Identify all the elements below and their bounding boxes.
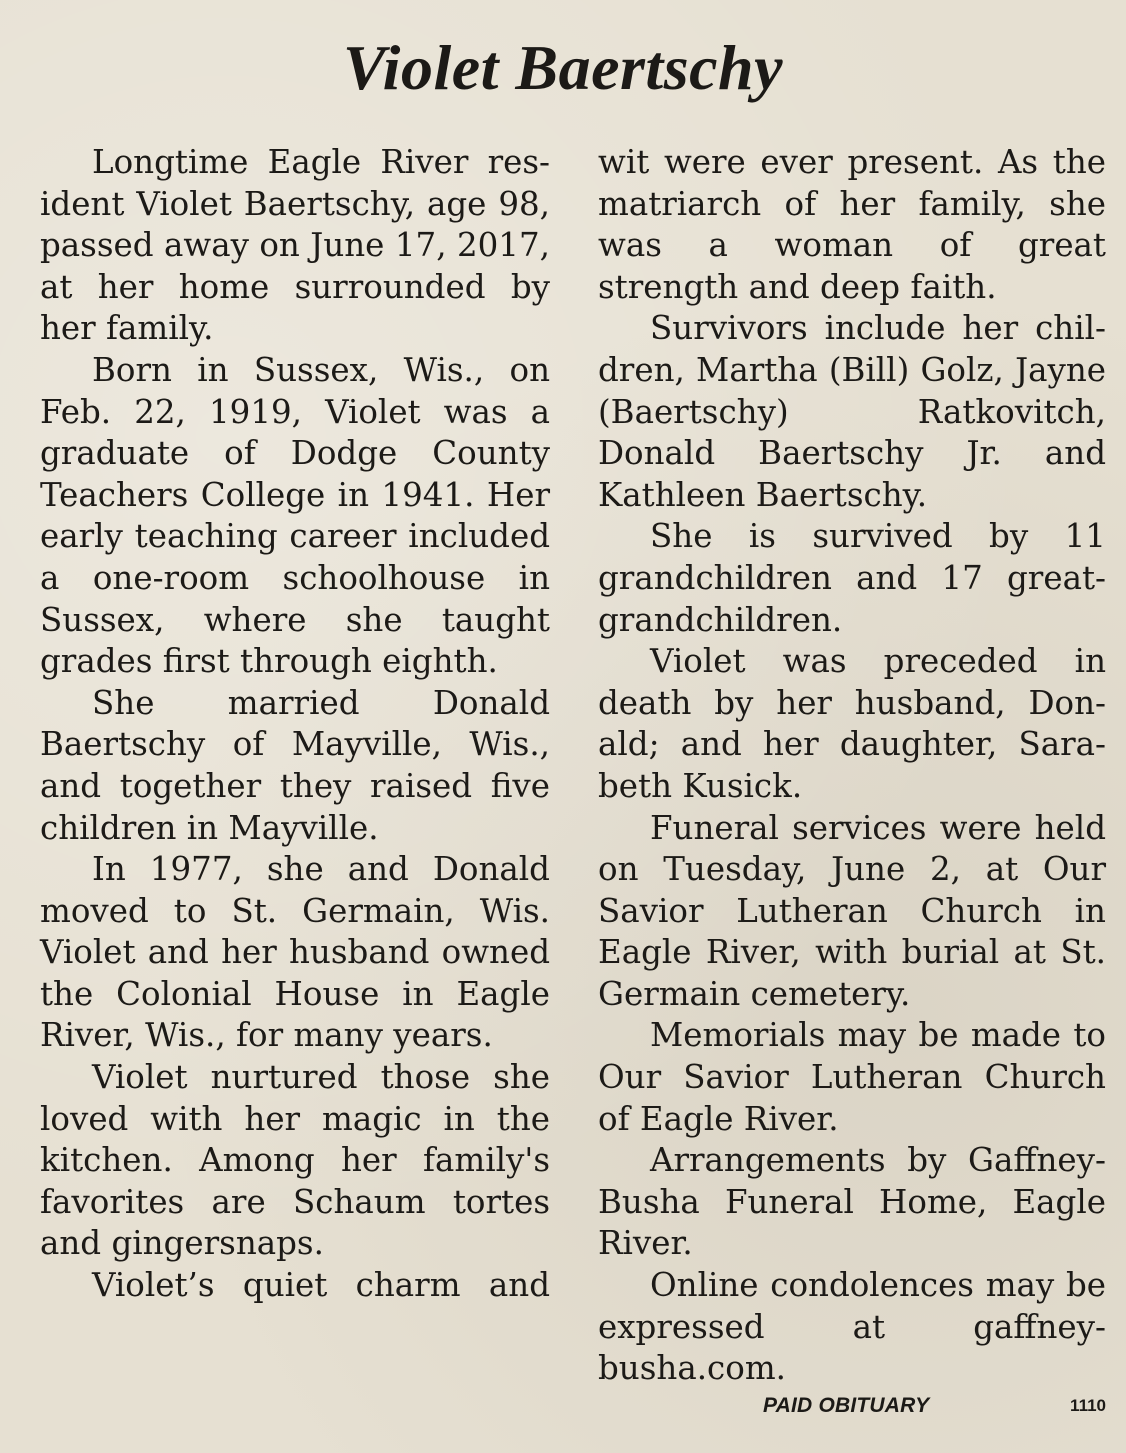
paragraph-intro: Longtime Eagle River resident Violet Baertschy, age 98, passed away on June 17, 2017, at her home surrounded by her family.: [40, 143, 550, 348]
paragraph-charm-end: wit were ever present. As the matriarch of her family, she was a woman of great strength and deep faith.: [598, 143, 1106, 306]
left-column: [40, 142, 550, 1307]
paid-obituary-label: PAID OBITUARY: [763, 1394, 930, 1417]
paragraph-kitchen: Violet nurtured those she loved with her magic in the kitchen. Among her family's favorites are Schaum tortes and gingersnaps.: [40, 1058, 550, 1263]
paragraph-birth-education: Born in Sussex, Wis., on Feb. 22, 1919, Violet was a graduate of Dodge County Teachers College in 1941. Her early teaching career included a one-room schoolhouse in Sussex, where she taught grades first through eighth.: [40, 350, 550, 681]
obituary-title: Violet Baertschy: [343, 32, 783, 103]
paragraph-preceded: Violet was preceded in death by her husband, Donald; and her daughter, Sarabeth Kusick.: [598, 642, 1106, 805]
paragraph-charm-start: Violet’s quiet charm and: [92, 1266, 550, 1305]
right-column: [598, 142, 1106, 1390]
footer: [598, 1392, 1106, 1428]
paragraph-survivors: Survivors include her children, Martha (Bill) Golz, Jayne (Baertschy) Ratkovitch, Donald Baertschy Jr. and Kathleen Baertschy.: [598, 309, 1106, 514]
paragraph-condolences: Online condolences may be expressed at gaffney-busha.com.: [598, 1266, 1106, 1388]
paragraph-funeral: Funeral services were held on Tuesday, June 2, at Our Savior Lutheran Church in Eagle River, with burial at St. Germain cemetery.: [598, 808, 1106, 1013]
paragraph-memorials: Memorials may be made to Our Savior Lutheran Church of Eagle River.: [598, 1016, 1106, 1138]
ad-code: 1110: [1070, 1396, 1106, 1415]
paragraph-move: In 1977, she and Donald moved to St. Germain, Wis. Violet and her husband owned the Colonial House in Eagle River, Wis., for many years.: [40, 850, 550, 1055]
paragraph-grandchildren: She is survived by 11 grandchildren and 17 great-grandchildren.: [598, 517, 1106, 639]
paragraph-arrangements: Arrangements by Gaffney-Busha Funeral Home, Eagle River.: [598, 1141, 1106, 1263]
paragraph-marriage: She married Donald Baertschy of Mayville, Wis., and together they raised five children in Mayville.: [40, 683, 550, 847]
